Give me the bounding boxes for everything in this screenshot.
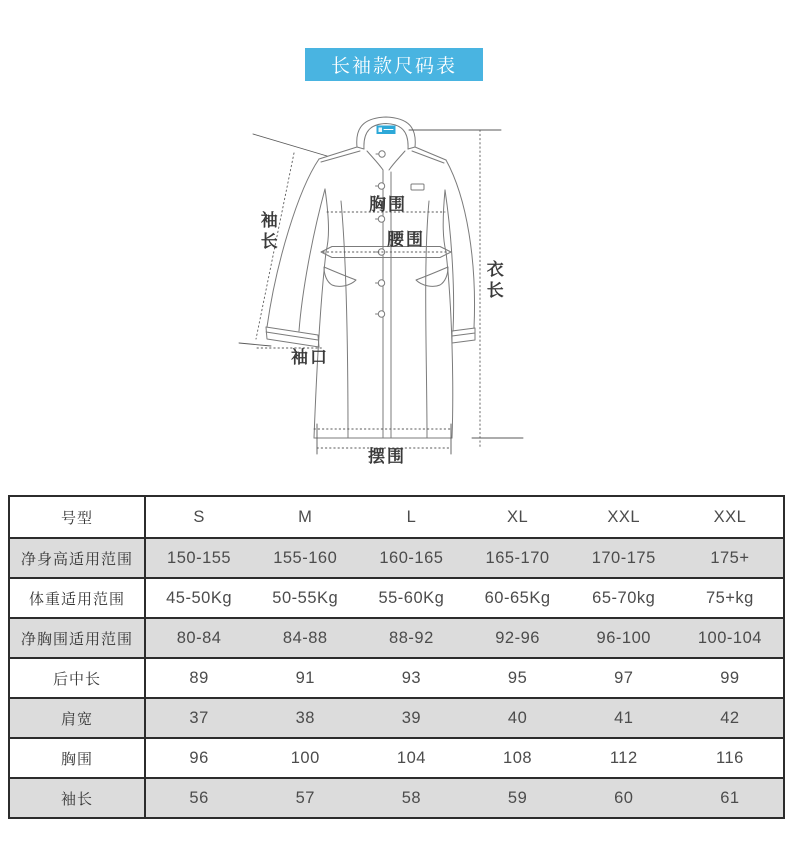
table-cell: 88-92	[389, 628, 434, 647]
table-cell: 170-175	[591, 548, 656, 567]
size-chart-title: 长袖款尺码表	[330, 56, 457, 77]
row-label: 肩宽	[10, 699, 146, 737]
table-row	[10, 697, 783, 737]
right-hip-pocket	[416, 267, 448, 286]
table-cell: 60-65Kg	[484, 588, 551, 607]
table-cell: 60	[614, 788, 634, 807]
table-cell: 61	[720, 788, 740, 807]
table-row	[10, 777, 783, 817]
column-header: M	[298, 507, 313, 526]
row-label: 净胸围适用范围	[10, 619, 146, 657]
table-cell: 100	[290, 748, 320, 767]
row-label: 净身高适用范围	[10, 539, 146, 577]
row-label: 体重适用范围	[10, 579, 146, 617]
table-cell: 57	[295, 788, 315, 807]
table-cell: 97	[614, 668, 634, 687]
row-label: 胸围	[10, 739, 146, 777]
shoulder-tick	[253, 134, 327, 156]
waist-label: 腰围	[387, 230, 425, 249]
column-header: XXL	[713, 507, 747, 526]
table-cell: 93	[401, 668, 422, 687]
dimension-lines	[239, 130, 523, 454]
table-cell: 56	[189, 788, 209, 807]
table-cell: 92-96	[495, 628, 540, 647]
coat-diagram	[0, 90, 790, 490]
left-hip-pocket	[324, 267, 356, 286]
table-cell: 38	[295, 708, 315, 727]
table-cell: 42	[720, 708, 740, 727]
table-row	[10, 537, 783, 577]
table-cell: 95	[507, 668, 528, 687]
column-header: L	[406, 507, 417, 526]
table-cell: 59	[507, 788, 528, 807]
table-row	[10, 617, 783, 657]
table-cell: 50-55Kg	[272, 588, 339, 607]
table-cell: 104	[396, 748, 426, 767]
chest-label: 胸围	[369, 195, 407, 214]
column-header: S	[193, 507, 205, 526]
collar-tag	[377, 126, 396, 135]
table-cell: 75+kg	[705, 588, 754, 607]
cuff-tick	[239, 343, 271, 346]
table-header-row	[10, 497, 783, 537]
row-label: 袖长	[10, 779, 146, 817]
table-cell: 89	[189, 668, 209, 687]
row-label: 后中长	[10, 659, 146, 697]
table-cell: 37	[189, 708, 209, 727]
table-cell: 100-104	[697, 628, 762, 647]
table-cell: 96	[189, 748, 209, 767]
table-row	[10, 577, 783, 617]
table-cell: 155-160	[273, 548, 338, 567]
table-cell: 96-100	[596, 628, 651, 647]
table-cell: 160-165	[379, 548, 444, 567]
table-cell: 80-84	[176, 628, 222, 647]
size-chart-title-badge	[305, 48, 483, 81]
table-cell: 41	[614, 708, 634, 727]
table-cell: 65-70kg	[592, 588, 656, 607]
table-cell: 40	[507, 708, 528, 727]
table-cell: 91	[295, 668, 315, 687]
table-cell: 99	[720, 668, 740, 687]
garment-length-label: 衣长	[483, 260, 503, 302]
column-header: 号型	[10, 497, 146, 537]
table-cell: 55-60Kg	[378, 588, 445, 607]
table-cell: 84-88	[282, 628, 328, 647]
right-cuff	[452, 328, 475, 343]
table-cell: 116	[716, 748, 744, 767]
table-cell: 112	[609, 748, 638, 767]
chest-pocket	[411, 184, 424, 190]
hem-label: 摆围	[368, 447, 406, 466]
table-cell: 39	[401, 708, 422, 727]
table-cell: 108	[503, 748, 533, 767]
column-header: XXL	[607, 507, 641, 526]
table-cell: 45-50Kg	[166, 588, 233, 607]
table-cell: 175+	[710, 548, 750, 567]
coat-outline	[266, 117, 475, 438]
size-table	[8, 495, 785, 819]
table-row	[10, 657, 783, 697]
table-row	[10, 737, 783, 777]
table-cell: 58	[401, 788, 422, 807]
column-header: XL	[506, 507, 529, 526]
left-cuff	[266, 327, 319, 347]
cuff-label: 袖口	[291, 348, 329, 367]
sleeve-length-label: 袖长	[257, 211, 277, 253]
table-cell: 165-170	[485, 548, 550, 567]
table-cell: 150-155	[167, 548, 232, 567]
button-dots	[376, 151, 386, 317]
